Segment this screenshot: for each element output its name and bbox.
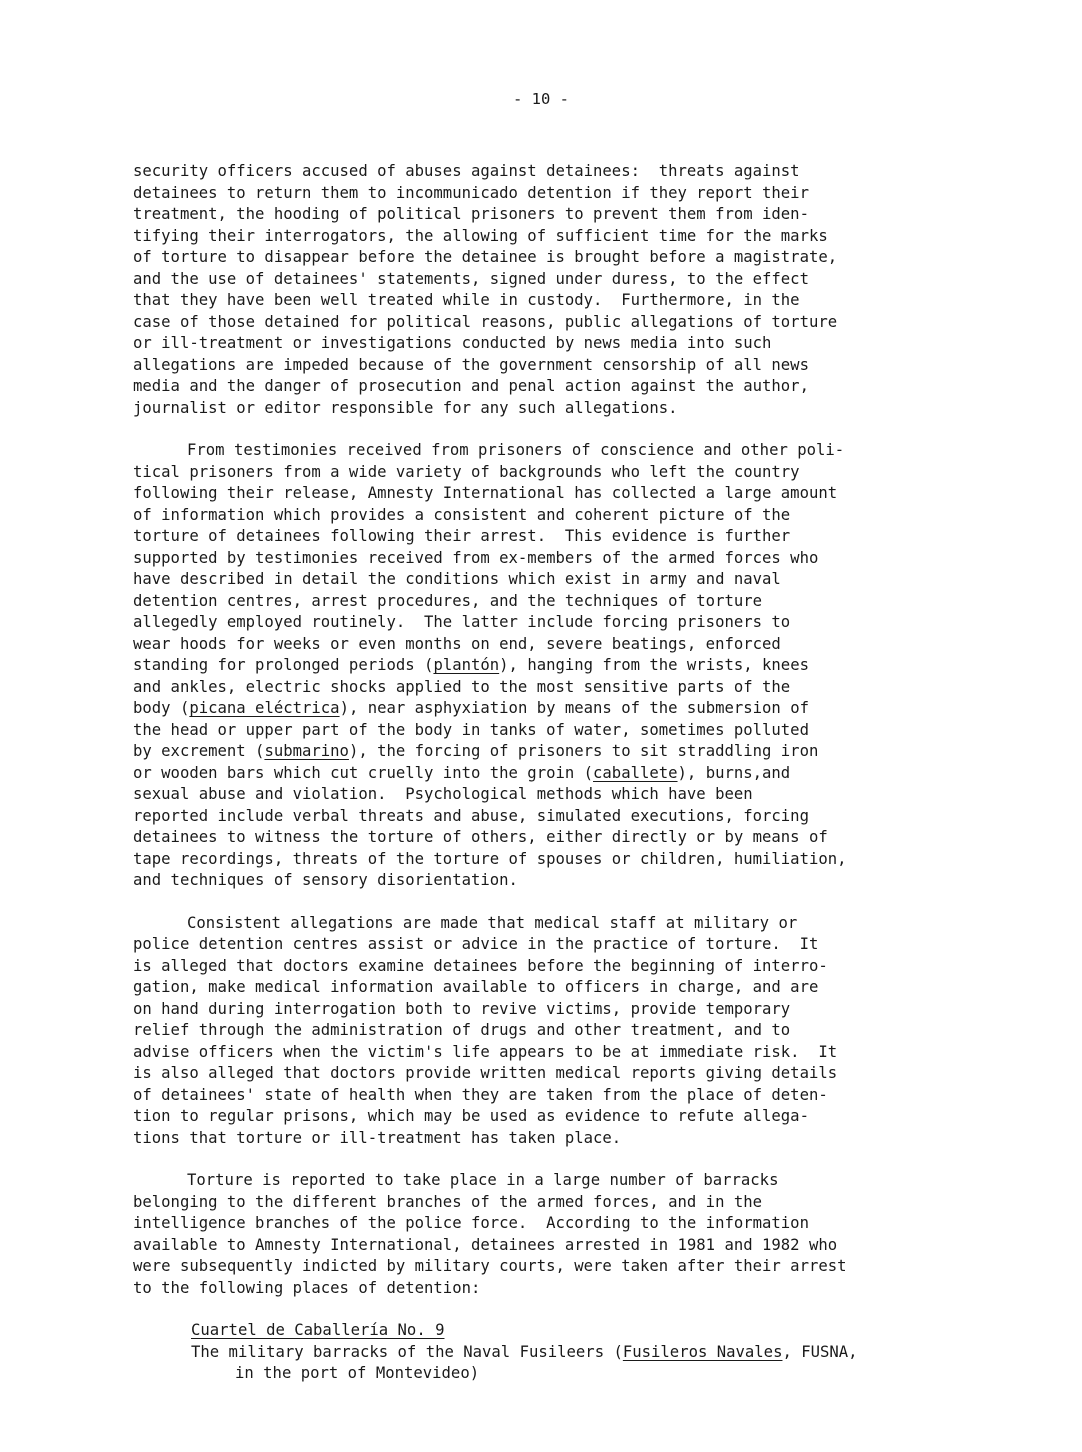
text-line: advise officers when the victim's life appears to be at immediate risk. It <box>133 1042 838 1061</box>
underlined-term: caballete <box>593 763 678 782</box>
text-line: the head or upper part of the body in tanks of water, sometimes polluted <box>133 720 809 739</box>
underlined-term: plantón <box>433 656 500 674</box>
text-line: and techniques of sensory disorientation. <box>133 871 518 889</box>
place-name: Cuartel de Caballería No. 9 <box>191 1321 445 1339</box>
text-line: on hand during interrogation both to revive victims, provide temporary <box>133 999 791 1018</box>
text-line: tical prisoners from a wide variety of backgrounds who left the country <box>133 462 800 481</box>
text-line: relief through the administration of drugs and other treatment, and to <box>133 1021 791 1039</box>
text-line: to the following places of detention: <box>133 1278 481 1297</box>
paragraph <box>133 440 963 892</box>
text-line: or ill-treatment or investigations conducted by news media into such <box>133 334 772 352</box>
text-line: is alleged that doctors examine detainees before the beginning of interro- <box>133 956 828 975</box>
text-line: or wooden bars which cut cruelly into the groin (caballete), burns,and <box>133 763 791 782</box>
paragraph <box>133 1170 963 1299</box>
text-line: security officers accused of abuses against detainees: threats against <box>133 162 800 180</box>
text-line: gation, make medical information available to officers in charge, and are <box>133 978 819 996</box>
text-line: tape recordings, threats of the torture of spouses or children, humiliation, <box>133 849 847 868</box>
text-line: Consistent allegations are made that medical staff at military or <box>187 913 798 932</box>
text-line: is also alleged that doctors provide written medical reports giving details <box>133 1064 838 1082</box>
text-line: of information which provides a consistent and coherent picture of the <box>133 505 791 524</box>
text-line: of detainees' state of health when they are taken from the place of deten- <box>133 1085 828 1104</box>
text-line: torture of detainees following their arrest. This evidence is further <box>133 527 791 545</box>
text-line: Torture is reported to take place in a large number of barracks <box>187 1171 779 1189</box>
text-line: treatment, the hooding of political prisoners to prevent them from iden- <box>133 205 809 223</box>
detention-places-list <box>133 1320 963 1385</box>
text-line: by excrement (submarino), the forcing of prisoners to sit straddling iron <box>133 742 819 760</box>
text-line: From testimonies received from prisoners of conscience and other poli- <box>187 441 845 459</box>
text-line: supported by testimonies received from ex-members of the armed forces who <box>133 548 819 567</box>
text-line: standing for prolonged periods (plantón), hanging from the wrists, knees <box>133 656 809 674</box>
text-line: reported include verbal threats and abuse, simulated executions, forcing <box>133 806 809 825</box>
text-line: tifying their interrogators, the allowing of sufficient time for the marks <box>133 226 828 245</box>
text-line: allegations are impeded because of the government censorship of all news <box>133 355 809 374</box>
text-line: belonging to the different branches of the armed forces, and in the <box>133 1192 763 1211</box>
underlined-term: submarino <box>264 742 349 760</box>
text-line: were subsequently indicted by military courts, were taken after their arrest <box>133 1257 847 1275</box>
paragraph <box>133 913 963 1150</box>
text-line: allegedly employed routinely. The latter include forcing prisoners to <box>133 613 791 631</box>
text-line: that they have been well treated while in custody. Furthermore, in the <box>133 291 800 309</box>
text-line: detainees to return them to incommunicado detention if they report their <box>133 183 809 202</box>
page-number: - 10 - <box>513 90 569 108</box>
text-line: available to Amnesty International, detainees arrested in 1981 and 1982 who <box>133 1235 838 1254</box>
text-line: police detention centres assist or advice in the practice of torture. It <box>133 935 819 953</box>
text-line: of torture to disappear before the detainee is brought before a magistrate, <box>133 248 838 266</box>
underlined-term: picana eléctrica <box>189 699 340 717</box>
text-line: intelligence branches of the police force. According to the information <box>133 1214 809 1232</box>
paragraph <box>133 161 963 419</box>
text-line: case of those detained for political reasons, public allegations of torture <box>133 312 838 331</box>
place-description-end: , FUSNA, <box>782 1342 858 1361</box>
text-line: and ankles, electric shocks applied to the most sensitive parts of the <box>133 677 791 696</box>
text-line: tion to regular prisons, which may be used as evidence to refute allega- <box>133 1107 809 1125</box>
text-line: have described in detail the conditions which exist in army and naval <box>133 570 781 588</box>
text-line: body (picana eléctrica), near asphyxiation by means of the submersion of <box>133 699 809 717</box>
text-line: journalist or editor responsible for any such allegations. <box>133 398 678 417</box>
paragraphs <box>133 161 963 1299</box>
place-description: The military barracks of the Naval Fusileers ( <box>191 1342 623 1361</box>
document-body <box>133 161 963 1385</box>
text-line: wear hoods for weeks or even months on end, severe beatings, enforced <box>133 634 781 653</box>
list-item <box>133 1342 963 1364</box>
text-line: and the use of detainees' statements, signed under duress, to the effect <box>133 269 809 288</box>
text-line: detention centres, arrest procedures, and the techniques of torture <box>133 591 763 610</box>
text-line: following their release, Amnesty International has collected a large amount <box>133 484 838 502</box>
list-item <box>133 1320 963 1342</box>
text-line: detainees to witness the torture of others, either directly or by means of <box>133 828 828 846</box>
list-item-continuation: in the port of Montevideo) <box>235 1364 480 1382</box>
place-name: Fusileros Navales <box>622 1342 783 1361</box>
text-line: media and the danger of prosecution and penal action against the author, <box>133 377 809 395</box>
text-line: sexual abuse and violation. Psychological methods which have been <box>133 785 753 803</box>
text-line: tions that torture or ill-treatment has taken place. <box>133 1128 622 1147</box>
